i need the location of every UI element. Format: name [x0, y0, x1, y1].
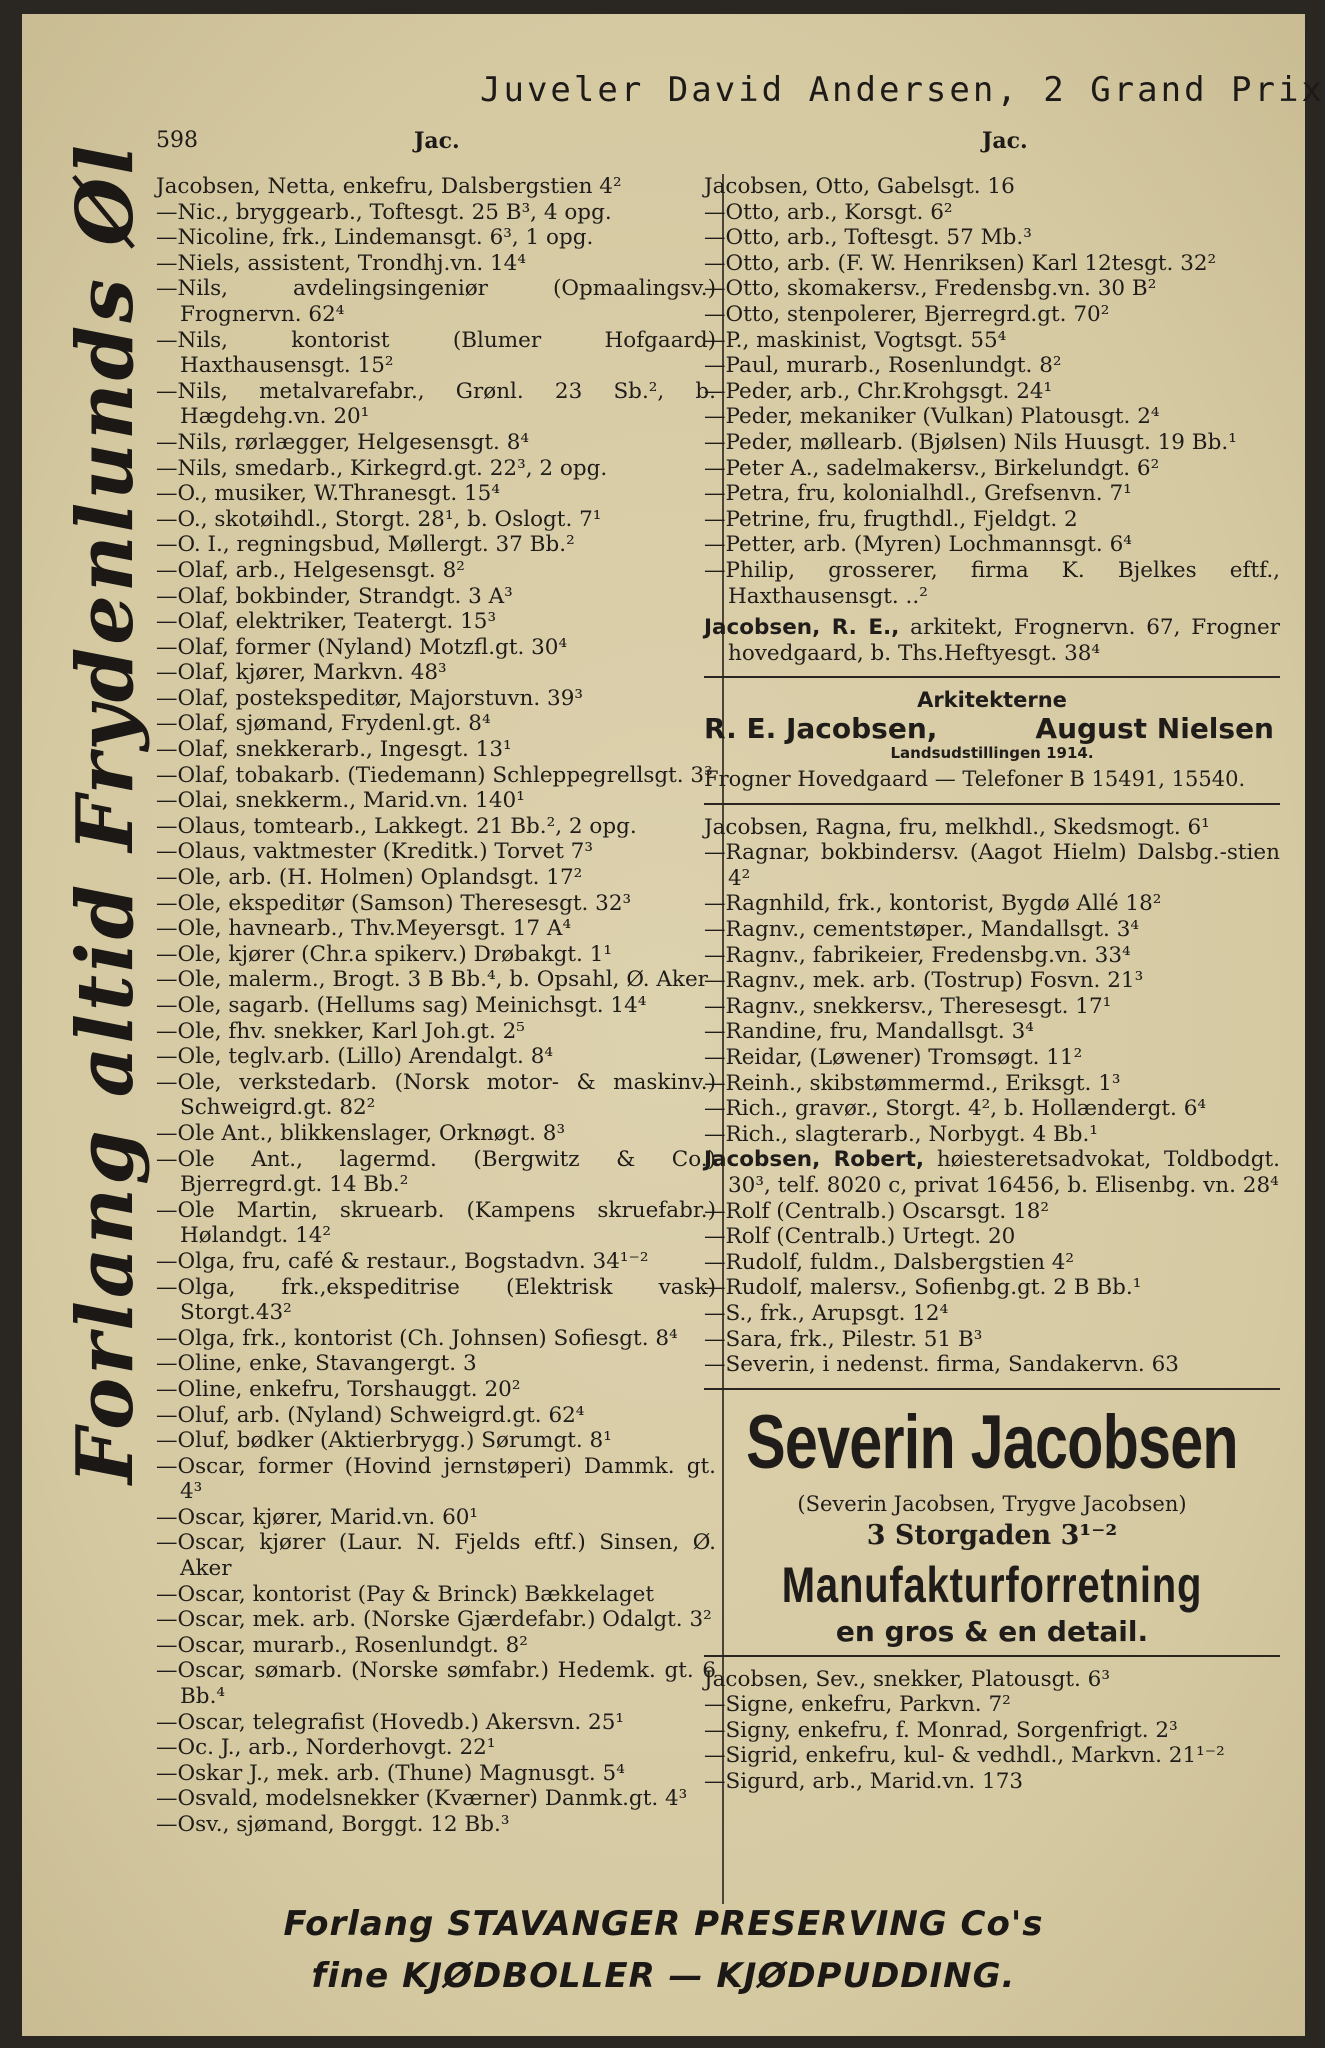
architects-title: Arkitekterne: [917, 688, 1067, 713]
directory-entry: —Signy, enkefru, f. Monrad, Sorgenfrigt. 2³: [704, 1717, 1178, 1743]
directory-entry: —Ole, kjører (Chr.a spikerv.) Drøbakgt. 1¹: [156, 941, 613, 967]
right-column: [704, 174, 1280, 1794]
directory-entry: —Oskar J., mek. arb. (Thune) Magnusgt. 5⁴: [156, 1760, 625, 1786]
directory-entry: —Ole, sagarb. (Hellums sag) Meinichsgt. 14⁴: [156, 993, 647, 1018]
directory-entry: —Olaf, tobakarb. (Tiedemann) Schleppegrellsgt. 3³: [156, 762, 713, 788]
directory-entry: —Oscar, telegrafist (Hovedb.) Akersvn. 25¹: [156, 1709, 625, 1735]
directory-entry: —Olaf, postekspeditør, Majorstuvn. 39³: [156, 685, 584, 711]
directory-entry: —Petter, arb. (Myren) Lochmannsgt. 6⁴: [704, 532, 1132, 558]
directory-entry: —Otto, stenpolerer, Bjerregrd.gt. 70²: [704, 301, 1110, 327]
right-entries-r: [704, 815, 1280, 1148]
directory-entry: —Oscar, murarb., Rosenlundgt. 8²: [156, 1632, 528, 1658]
directory-entry: —Otto, arb., Korsgt. 6²: [704, 199, 953, 225]
directory-entry: —Paul, murarb., Rosenlundgt. 8²: [704, 353, 1062, 379]
directory-entry: —Reinh., skibstømmermd., Eriksgt. 1³: [704, 1070, 1121, 1096]
severin-advertisement: [704, 1399, 1280, 1648]
directory-entry: —Sara, frk., Pilestr. 51 B³: [704, 1326, 983, 1352]
directory-entry: —Ole Martin, skruearb. (Kampens skruefabr.) Hølandgt. 14²: [156, 1197, 716, 1249]
architects-names: [704, 711, 1280, 745]
directory-entry: —Oscar, sømarb. (Norske sømfabr.) Hedemk. gt. 6 Bb.⁴: [156, 1658, 716, 1710]
directory-entry: —Osv., sjømand, Borggt. 12 Bb.³: [156, 1812, 510, 1837]
directory-entry: —Sigurd, arb., Marid.vn. 173: [704, 1768, 1024, 1794]
directory-entry: —Olaf, former (Nyland) Motzfl.gt. 30⁴: [156, 634, 568, 660]
severin-name: Severin Jacobsen: [746, 1399, 1238, 1485]
directory-entry: —Oscar, former (Hovind jernstøperi) Dammk. gt. 4³: [156, 1453, 716, 1505]
directory-entry: —Ole, teglv.arb. (Lillo) Arendalgt. 8⁴: [156, 1044, 554, 1070]
directory-entry: —Ole Ant., lagermd. (Bergwitz & Co.) Bjerregrd.gt. 14 Bb.²: [156, 1146, 716, 1198]
directory-entry: —Olaf, kjører, Markvn. 48³: [156, 660, 447, 686]
entry-text: høiesteretsadvokat, Toldbodgt. 30³, telf. 8020 c, privat 16456, b. Elisenbg. vn. 28⁴: [728, 1147, 1280, 1198]
directory-entry: —Otto, arb., Toftesgt. 57 Mb.³: [704, 225, 1032, 251]
directory-entry: —Olaf, sjømand, Frydenl.gt. 8⁴: [156, 711, 491, 737]
directory-entry: —Ole, malerm., Brogt. 3 B Bb.⁴, b. Opsahl, Ø. Aker: [156, 967, 708, 993]
directory-entry: —Ole Ant., blikkenslager, Orknøgt. 8³: [156, 1120, 566, 1146]
directory-entry: —Severin, i nedenst. firma, Sandakervn. 63: [704, 1352, 1179, 1378]
side-advertisement: Forlang altid Frydenlunds Øl: [60, 142, 151, 1484]
page-number: 598: [156, 128, 198, 153]
severin-business: Manufakturforretning: [781, 1556, 1203, 1613]
footer-advertisement-line-1: Forlang STAVANGER PRESERVING Co's: [283, 1904, 1044, 1944]
entry-name: Jacobsen, R. E.,: [704, 615, 900, 641]
directory-entry: —Petra, fru, kolonialhdl., Grefsenvn. 7¹: [704, 481, 1132, 507]
directory-entry: —Oscar, kjører, Marid.vn. 60¹: [156, 1504, 479, 1530]
directory-entry: —Niels, assistent, Trondhj.vn. 14⁴: [156, 250, 526, 276]
directory-entry: —Nils, kontorist (Blumer Hofgaard) Haxthausensgt. 15²: [156, 327, 716, 379]
directory-entry: —Ragnv., cementstøper., Mandallsgt. 3⁴: [704, 917, 1140, 943]
directory-entry: —O., musiker, W.Thranesgt. 15⁴: [156, 481, 500, 507]
directory-entry: —Olaf, arb., Helgesensgt. 8²: [156, 557, 465, 583]
directory-entry: —Reidar, (Løwener) Tromsøgt. 11²: [704, 1045, 1083, 1070]
directory-entry: —Ragnhild, frk., kontorist, Bygdø Allé 18²: [704, 891, 1162, 917]
directory-entry: —Otto, arb. (F. W. Henriksen) Karl 12tesgt. 32²: [704, 250, 1217, 276]
entry-re-jacobsen: [704, 615, 1280, 666]
directory-entry: —Petrine, fru, frugthdl., Fjeldgt. 2: [704, 506, 1078, 532]
directory-entry: —Olga, frk.,ekspeditrise (Elektrisk vask) Storgt.43²: [156, 1274, 716, 1326]
footer-advertisement-line-2: fine KJØDBOLLER — KJØDPUDDING.: [311, 1956, 1016, 1996]
header-advertisement: Juveler David Andersen, 2 Grand Prix: [480, 70, 1325, 110]
severin-owners: (Severin Jacobsen, Trygve Jacobsen): [797, 1491, 1187, 1516]
directory-entry: —Osvald, modelsnekker (Kværner) Danmk.gt. 4³: [156, 1786, 688, 1812]
divider: [704, 1655, 1280, 1657]
directory-entry: —Otto, skomakersv., Fredensbg.vn. 30 B²: [704, 276, 1157, 302]
directory-entry: —Ragnv., snekkersv., Theresesgt. 17¹: [704, 993, 1112, 1019]
right-column-heading: Jac.: [982, 128, 1028, 154]
directory-entry: —Olaf, snekkerarb., Ingesgt. 13¹: [156, 737, 512, 763]
directory-entry: —Ragnar, bokbindersv. (Aagot Hielm) Dalsbg.-stien 4²: [704, 840, 1280, 891]
directory-entry: —Ole, fhv. snekker, Karl Joh.gt. 2⁵: [156, 1018, 525, 1044]
directory-entry: —O., skotøihdl., Storgt. 28¹, b. Oslogt. 7¹: [156, 506, 602, 532]
divider: [704, 676, 1280, 678]
directory-entry: —Ragnv., mek. arb. (Tostrup) Fosvn. 21³: [704, 968, 1144, 994]
entry-name: Jacobsen, Robert,: [704, 1147, 925, 1173]
architects-note: Landsudstillingen 1914.: [890, 744, 1094, 763]
directory-entry: —Philip, grosserer, firma K. Bjelkes eftf., Haxthausensgt. ..²: [704, 557, 1280, 609]
directory-entry: —O. I., regningsbud, Møllergt. 37 Bb.²: [156, 532, 575, 558]
directory-entry: —S., frk., Arupsgt. 12⁴: [704, 1300, 949, 1326]
directory-entry: —Ole, verkstedarb. (Norsk motor- & maskinv.) Schweigrd.gt. 82²: [156, 1069, 716, 1121]
directory-entry: —Oscar, kontorist (Pay & Brinck) Bækkelaget: [156, 1581, 655, 1607]
directory-entry: —Ole, arb. (H. Holmen) Oplandsgt. 17²: [156, 865, 583, 891]
directory-entry: —P., maskinist, Vogtsgt. 55⁴: [704, 327, 1007, 353]
architect-name-1: R. E. Jacobsen,: [704, 711, 938, 745]
left-column-heading: Jac.: [414, 128, 460, 154]
directory-entry: —Oline, enkefru, Torshauggt. 20²: [156, 1376, 521, 1402]
directory-entry: —Olai, snekkerm., Marid.vn. 140¹: [156, 788, 525, 814]
directory-entry: —Ole, ekspeditør (Samson) Theresesgt. 32³: [156, 890, 632, 916]
directory-entry: —Olaf, bokbinder, Strandgt. 3 A³: [156, 583, 513, 609]
directory-entry: —Rolf (Centralb.) Urtegt. 20: [704, 1224, 1016, 1250]
right-entries-s: [704, 1667, 1280, 1795]
architects-advertisement: [704, 688, 1280, 792]
directory-entry: —Rich., gravør., Storgt. 4², b. Hollændergt. 6⁴: [704, 1096, 1207, 1122]
entry-robert-jacobsen: [704, 1147, 1280, 1198]
directory-entry: —Olga, frk., kontorist (Ch. Johnsen) Sofiesgt. 8⁴: [156, 1325, 678, 1351]
directory-entry: —Nils, smedarb., Kirkegrd.gt. 22³, 2 opg.: [156, 455, 608, 481]
directory-entry: —Rich., slagterarb., Norbygt. 4 Bb.¹: [704, 1121, 1098, 1147]
directory-entry: —Oc. J., arb., Norderhovgt. 22¹: [156, 1735, 496, 1761]
severin-trade: en gros & en detail.: [835, 1614, 1149, 1648]
directory-entry: —Nils, metalvarefabr., Grønl. 23 Sb.², b. Hægdehg.vn. 20¹: [156, 378, 716, 430]
right-entries-o-p: [704, 174, 1280, 609]
directory-entry: —Ragnv., fabrikeier, Fredensbg.vn. 33⁴: [704, 942, 1131, 968]
directory-entry: —Rolf (Centralb.) Oscarsgt. 18²: [704, 1198, 1050, 1224]
directory-entry: —Nils, avdelingsingeniør (Opmaalingsv.) Frognervn. 62⁴: [156, 276, 716, 327]
directory-entry: —Randine, fru, Mandallsgt. 3⁴: [704, 1019, 1034, 1045]
divider: [704, 803, 1280, 805]
directory-entry: —Nicoline, frk., Lindemansgt. 6³, 1 opg.: [156, 225, 594, 251]
directory-entry: —Oluf, arb. (Nyland) Schweigrd.gt. 62⁴: [156, 1402, 585, 1428]
directory-entry: —Peder, møllearb. (Bjølsen) Nils Huusgt. 19 Bb.¹: [704, 429, 1237, 455]
directory-entry: —Oluf, bødker (Aktierbrygg.) Sørumgt. 8¹: [156, 1428, 612, 1454]
architects-contact: Frogner Hovedgaard — Telefoner B 15491, 15540.: [704, 767, 1246, 792]
directory-entry: —Nils, rørlægger, Helgesensgt. 8⁴: [156, 429, 530, 455]
directory-page: [22, 14, 1325, 2036]
directory-entry: —Oscar, mek. arb. (Norske Gjærdefabr.) Odalgt. 3²: [156, 1607, 712, 1633]
directory-entry: —Olaf, elektriker, Teatergt. 15³: [156, 609, 497, 635]
directory-entry: —Ole, havnearb., Thv.Meyersgt. 17 A⁴: [156, 916, 572, 942]
architect-name-2: August Nielsen: [1035, 711, 1274, 745]
directory-entry: —Rudolf, fuldm., Dalsbergstien 4²: [704, 1249, 1075, 1275]
directory-entry: Jacobsen, Ragna, fru, melkhdl., Skedsmogt. 6¹: [704, 814, 1210, 840]
directory-entry: —Peter A., sadelmakersv., Birkelundgt. 6²: [704, 455, 1160, 481]
directory-entry: —Oline, enke, Stavangergt. 3: [156, 1351, 477, 1377]
directory-entry: —Olga, fru, café & restaur., Bogstadvn. 34¹⁻²: [156, 1248, 649, 1274]
severin-address: 3 Storgaden 3¹⁻²: [866, 1520, 1118, 1552]
divider: [704, 1388, 1280, 1390]
directory-entry: —Rudolf, malersv., Sofienbg.gt. 2 B Bb.¹: [704, 1275, 1142, 1301]
directory-entry: —Olaus, tomtearb., Lakkegt. 21 Bb.², 2 opg.: [156, 813, 637, 839]
directory-entry: Jacobsen, Otto, Gabelsgt. 16: [704, 174, 1015, 199]
directory-entry: —Olaus, vaktmester (Kreditk.) Torvet 7³: [156, 839, 593, 865]
right-entries-r-s: [704, 1199, 1280, 1378]
directory-entry: Jacobsen, Netta, enkefru, Dalsbergstien 4²: [156, 174, 622, 199]
left-column: [156, 174, 716, 1838]
directory-entry: —Signe, enkefru, Parkvn. 7²: [704, 1692, 1011, 1718]
directory-entry: —Peder, arb., Chr.Krohgsgt. 24¹: [704, 378, 1053, 404]
directory-entry: —Peder, mekaniker (Vulkan) Platousgt. 2⁴: [704, 404, 1160, 430]
entry-text: arkitekt, Frognervn. 67, Frogner hovedgaard, b. Ths.Heftyesgt. 38⁴: [728, 615, 1280, 666]
directory-entry: —Oscar, kjører (Laur. N. Fjelds eftf.) Sinsen, Ø. Aker: [156, 1530, 716, 1582]
directory-entry: Jacobsen, Sev., snekker, Platousgt. 6³: [704, 1666, 1110, 1692]
directory-entry: —Sigrid, enkefru, kul- & vedhdl., Markvn. 21¹⁻²: [704, 1743, 1225, 1769]
directory-entry: —Nic., bryggearb., Toftesgt. 25 B³, 4 opg.: [156, 199, 612, 225]
